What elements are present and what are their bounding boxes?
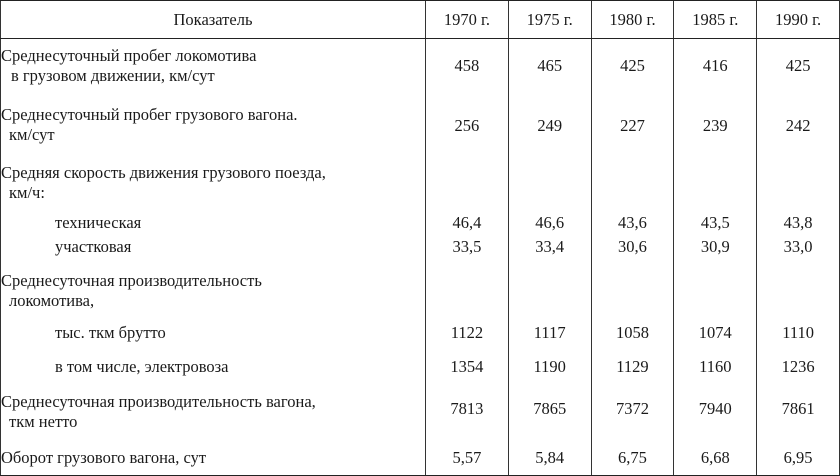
cell-1980 <box>591 263 674 313</box>
row-label: тыс. ткм брутто <box>1 313 426 351</box>
row-label: техническая <box>1 207 426 235</box>
table-row <box>1 384 840 442</box>
cell-1970 <box>426 263 509 313</box>
row-label <box>1 263 426 313</box>
cell-1980: 1129 <box>591 351 674 384</box>
cell-1985: 7940 <box>674 384 757 442</box>
cell-1990 <box>757 157 840 207</box>
cell-1980: 1058 <box>591 313 674 351</box>
cell-1970: 1354 <box>426 351 509 384</box>
cell-1990: 1236 <box>757 351 840 384</box>
table-row <box>1 39 840 102</box>
cell-1985 <box>674 263 757 313</box>
cell-1990: 6,95 <box>757 442 840 476</box>
row-label <box>1 384 426 442</box>
cell-1970: 1122 <box>426 313 509 351</box>
cell-1990: 242 <box>757 102 840 157</box>
table-row <box>1 207 840 235</box>
cell-1980: 425 <box>591 39 674 102</box>
row-label-line1: Средняя скорость движения грузового поезда, <box>1 162 326 182</box>
cell-1975: 465 <box>508 39 591 102</box>
cell-1985: 1074 <box>674 313 757 351</box>
header-year-1980: 1980 г. <box>591 1 674 39</box>
cell-1985: 239 <box>674 102 757 157</box>
header-row <box>1 1 840 39</box>
cell-1985: 1160 <box>674 351 757 384</box>
header-year-1975: 1975 г. <box>508 1 591 39</box>
cell-1990: 1110 <box>757 313 840 351</box>
cell-1970 <box>426 157 509 207</box>
table-row <box>1 102 840 157</box>
table-row <box>1 313 840 351</box>
cell-1980: 43,6 <box>591 207 674 235</box>
header-year-1990: 1990 г. <box>757 1 840 39</box>
cell-1975: 1190 <box>508 351 591 384</box>
row-label: Оборот грузового вагона, сут <box>1 442 426 476</box>
cell-1975: 33,4 <box>508 235 591 263</box>
cell-1980: 227 <box>591 102 674 157</box>
cell-1985: 43,5 <box>674 207 757 235</box>
row-label-line1: Среднесуточный пробег локомотива <box>1 46 257 65</box>
cell-1990: 43,8 <box>757 207 840 235</box>
cell-1970: 46,4 <box>426 207 509 235</box>
row-label-line2: км/сут <box>9 124 55 144</box>
cell-1970: 458 <box>426 39 509 102</box>
cell-1975: 1117 <box>508 313 591 351</box>
row-label: в том числе, электровоза <box>1 351 426 384</box>
cell-1985: 416 <box>674 39 757 102</box>
row-label-line2: в грузовом движении, км/сут <box>11 66 215 85</box>
cell-1975 <box>508 157 591 207</box>
cell-1985 <box>674 157 757 207</box>
cell-1985: 30,9 <box>674 235 757 263</box>
cell-1970: 33,5 <box>426 235 509 263</box>
cell-1980 <box>591 157 674 207</box>
cell-1990: 425 <box>757 39 840 102</box>
cell-1990: 33,0 <box>757 235 840 263</box>
row-label-line1: Среднесуточная производительность вагона, <box>1 391 316 411</box>
table-row-group <box>1 263 840 313</box>
cell-1970: 7813 <box>426 384 509 442</box>
table-row <box>1 351 840 384</box>
cell-1980: 6,75 <box>591 442 674 476</box>
row-label <box>1 102 426 157</box>
header-year-1985: 1985 г. <box>674 1 757 39</box>
cell-1985: 6,68 <box>674 442 757 476</box>
cell-1980: 30,6 <box>591 235 674 263</box>
row-label-line1: Среднесуточный пробег грузового вагона. <box>1 104 298 124</box>
row-label-line2: ткм нетто <box>9 411 78 431</box>
table-row-group <box>1 157 840 207</box>
row-label <box>1 157 426 207</box>
header-indicator: Показатель <box>1 1 426 39</box>
row-label-line1: Среднесуточная производительность <box>1 270 262 290</box>
cell-1990 <box>757 263 840 313</box>
cell-1975: 249 <box>508 102 591 157</box>
cell-1970: 256 <box>426 102 509 157</box>
table-row <box>1 442 840 476</box>
row-label-line2: км/ч: <box>9 182 45 202</box>
header-year-1970: 1970 г. <box>426 1 509 39</box>
cell-1975: 7865 <box>508 384 591 442</box>
row-label: участковая <box>1 235 426 263</box>
cell-1970: 5,57 <box>426 442 509 476</box>
cell-1990: 7861 <box>757 384 840 442</box>
cell-1975: 5,84 <box>508 442 591 476</box>
cell-1980: 7372 <box>591 384 674 442</box>
cell-1975: 46,6 <box>508 207 591 235</box>
cell-1975 <box>508 263 591 313</box>
row-label <box>1 39 426 102</box>
table-row <box>1 235 840 263</box>
row-label-line2: локомотива, <box>9 290 95 310</box>
